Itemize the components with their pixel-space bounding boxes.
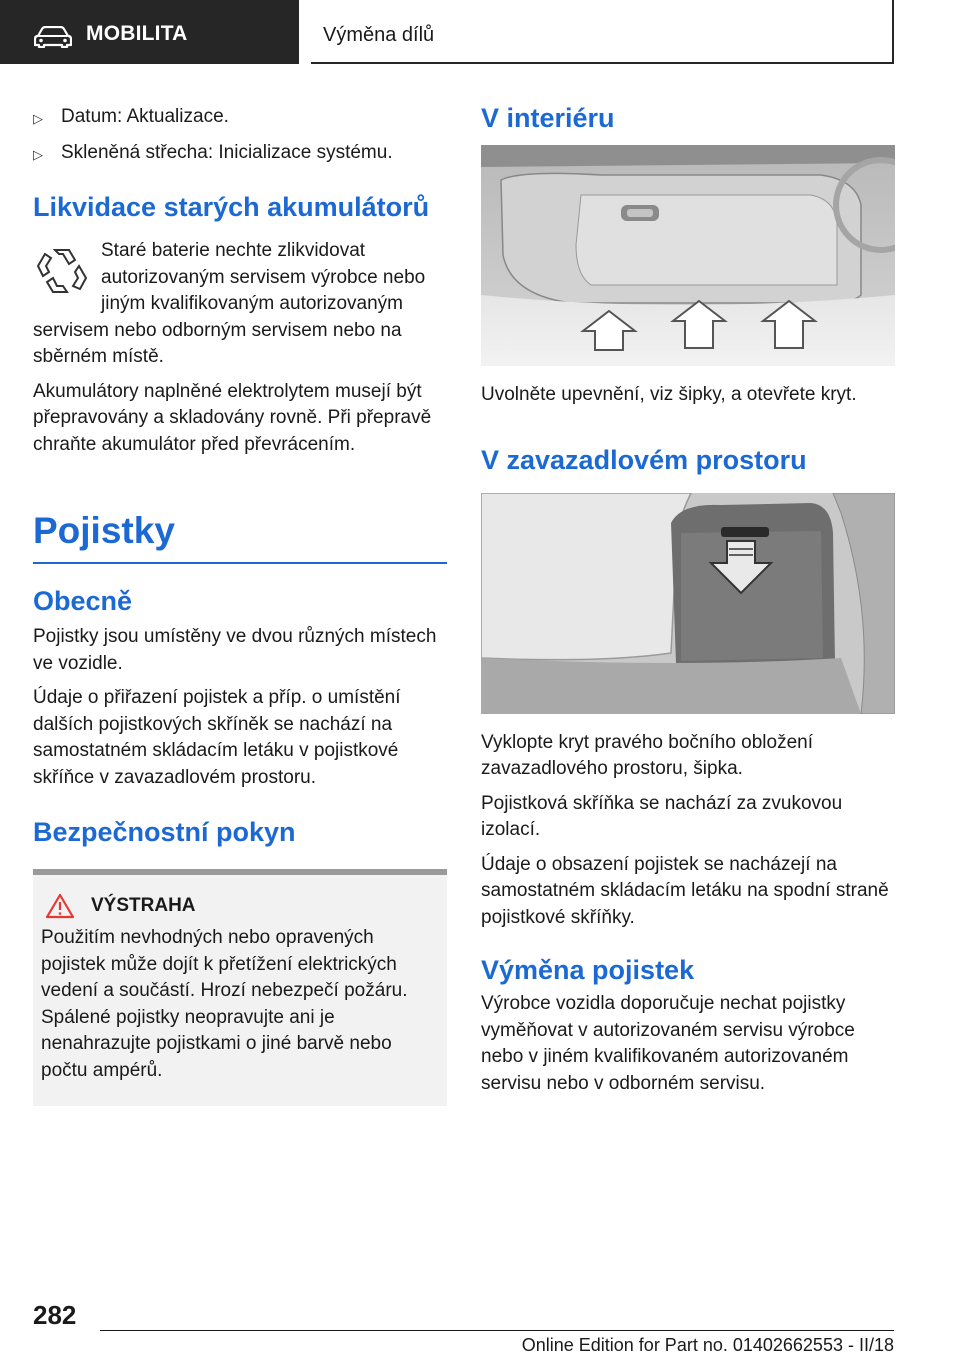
heading-luggage: V zavazadlovém prostoru bbox=[481, 444, 807, 475]
footer-rule bbox=[100, 1330, 894, 1331]
triangle-right-icon: ▷ bbox=[33, 147, 43, 162]
chapter-label: Výměna dílů bbox=[323, 24, 435, 46]
warning-box bbox=[33, 869, 447, 1106]
section-tab bbox=[0, 0, 299, 64]
disposal-text-2: Akumulátory naplněné elektrolytem musejí být přepravovány a skladovány rovně. Při přepravě chraňte akumulátor před převrácením. bbox=[33, 380, 432, 455]
chapter-tab bbox=[311, 0, 894, 64]
heading-rule bbox=[33, 562, 447, 564]
heading-replace: Výměna pojistek bbox=[481, 955, 695, 985]
warning-triangle-icon bbox=[45, 893, 75, 919]
luggage-text-3: Údaje o obsazení pojistek se nacházejí na samostatném skládacím letáku na spodní straně pojistkové skříňky. bbox=[481, 853, 889, 928]
heading-safety: Bezpečnostní pokyn bbox=[33, 817, 296, 847]
footer-edition: Online Edition for Part no. 01402662553 - II/18 bbox=[521, 1335, 894, 1355]
warning-text: Použitím nevhodných nebo opravených pojistek může dojít k přetížení elektrických vedení a součástí. Hrozí nebezpečí požáru. Spálené pojistky neopravujte ani je nenahrazujte pojistkami o jiné barvě nebo počtu ampérů. bbox=[41, 927, 408, 1081]
general-text-1: Pojistky jsou umístěny ve dvou různých místech ve vozidle. bbox=[33, 626, 437, 674]
left-column bbox=[33, 104, 447, 1106]
heading-interior: V interiéru bbox=[481, 103, 615, 133]
list-item bbox=[33, 104, 447, 132]
page-number: 282 bbox=[33, 1300, 77, 1330]
general-text-2: Údaje o přiřazení pojistek a příp. o umístění dalších pojistkových skříněk se nachází na samostatném skládacím letáku v pojistkové skříňce v zavazadlovém prostoru. bbox=[33, 687, 401, 788]
triangle-right-icon: ▷ bbox=[33, 111, 43, 126]
interior-glovebox-photo bbox=[481, 145, 895, 366]
recycle-icon bbox=[33, 242, 91, 300]
right-column bbox=[481, 104, 895, 1097]
warning-header bbox=[41, 893, 439, 919]
luggage-compartment-photo bbox=[481, 493, 895, 714]
list-item-text: Datum: Aktualizace. bbox=[61, 106, 229, 127]
replace-text: Výrobce vozidla doporučuje nechat pojistky vyměňovat v autorizovaném servisu výrobce nebo v jiném kvalifikovaném autorizovaném servisu nebo v odborném servisu. bbox=[481, 993, 855, 1094]
list-item-text: Skleněná střecha: Inicializace systému. bbox=[61, 142, 393, 163]
list-item bbox=[33, 140, 447, 168]
heading-general: Obecně bbox=[33, 586, 133, 616]
disposal-block bbox=[33, 238, 447, 458]
heading-fuses: Pojistky bbox=[33, 510, 175, 551]
warning-title: VÝSTRAHA bbox=[91, 895, 196, 916]
interior-caption: Uvolněte upevnění, viz šipky, a otevřete kryt. bbox=[481, 384, 857, 405]
luggage-caption: Vyklopte kryt pravého bočního obložení zavazadlového prostoru, šipka. bbox=[481, 731, 813, 779]
disposal-text-1: Staré baterie nechte zlikvidovat autorizovaným servisem výrobce nebo jiným kvalifikovaným autorizovaným servisem nebo odborným servisem nebo na sběrném místě. bbox=[33, 240, 426, 367]
luggage-text-2: Pojistková skříňka se nachází za zvukovou izolací. bbox=[481, 792, 843, 840]
section-label: MOBILITA bbox=[86, 22, 188, 45]
heading-disposal: Likvidace starých akumulátorů bbox=[33, 192, 430, 222]
car-icon bbox=[34, 26, 72, 48]
